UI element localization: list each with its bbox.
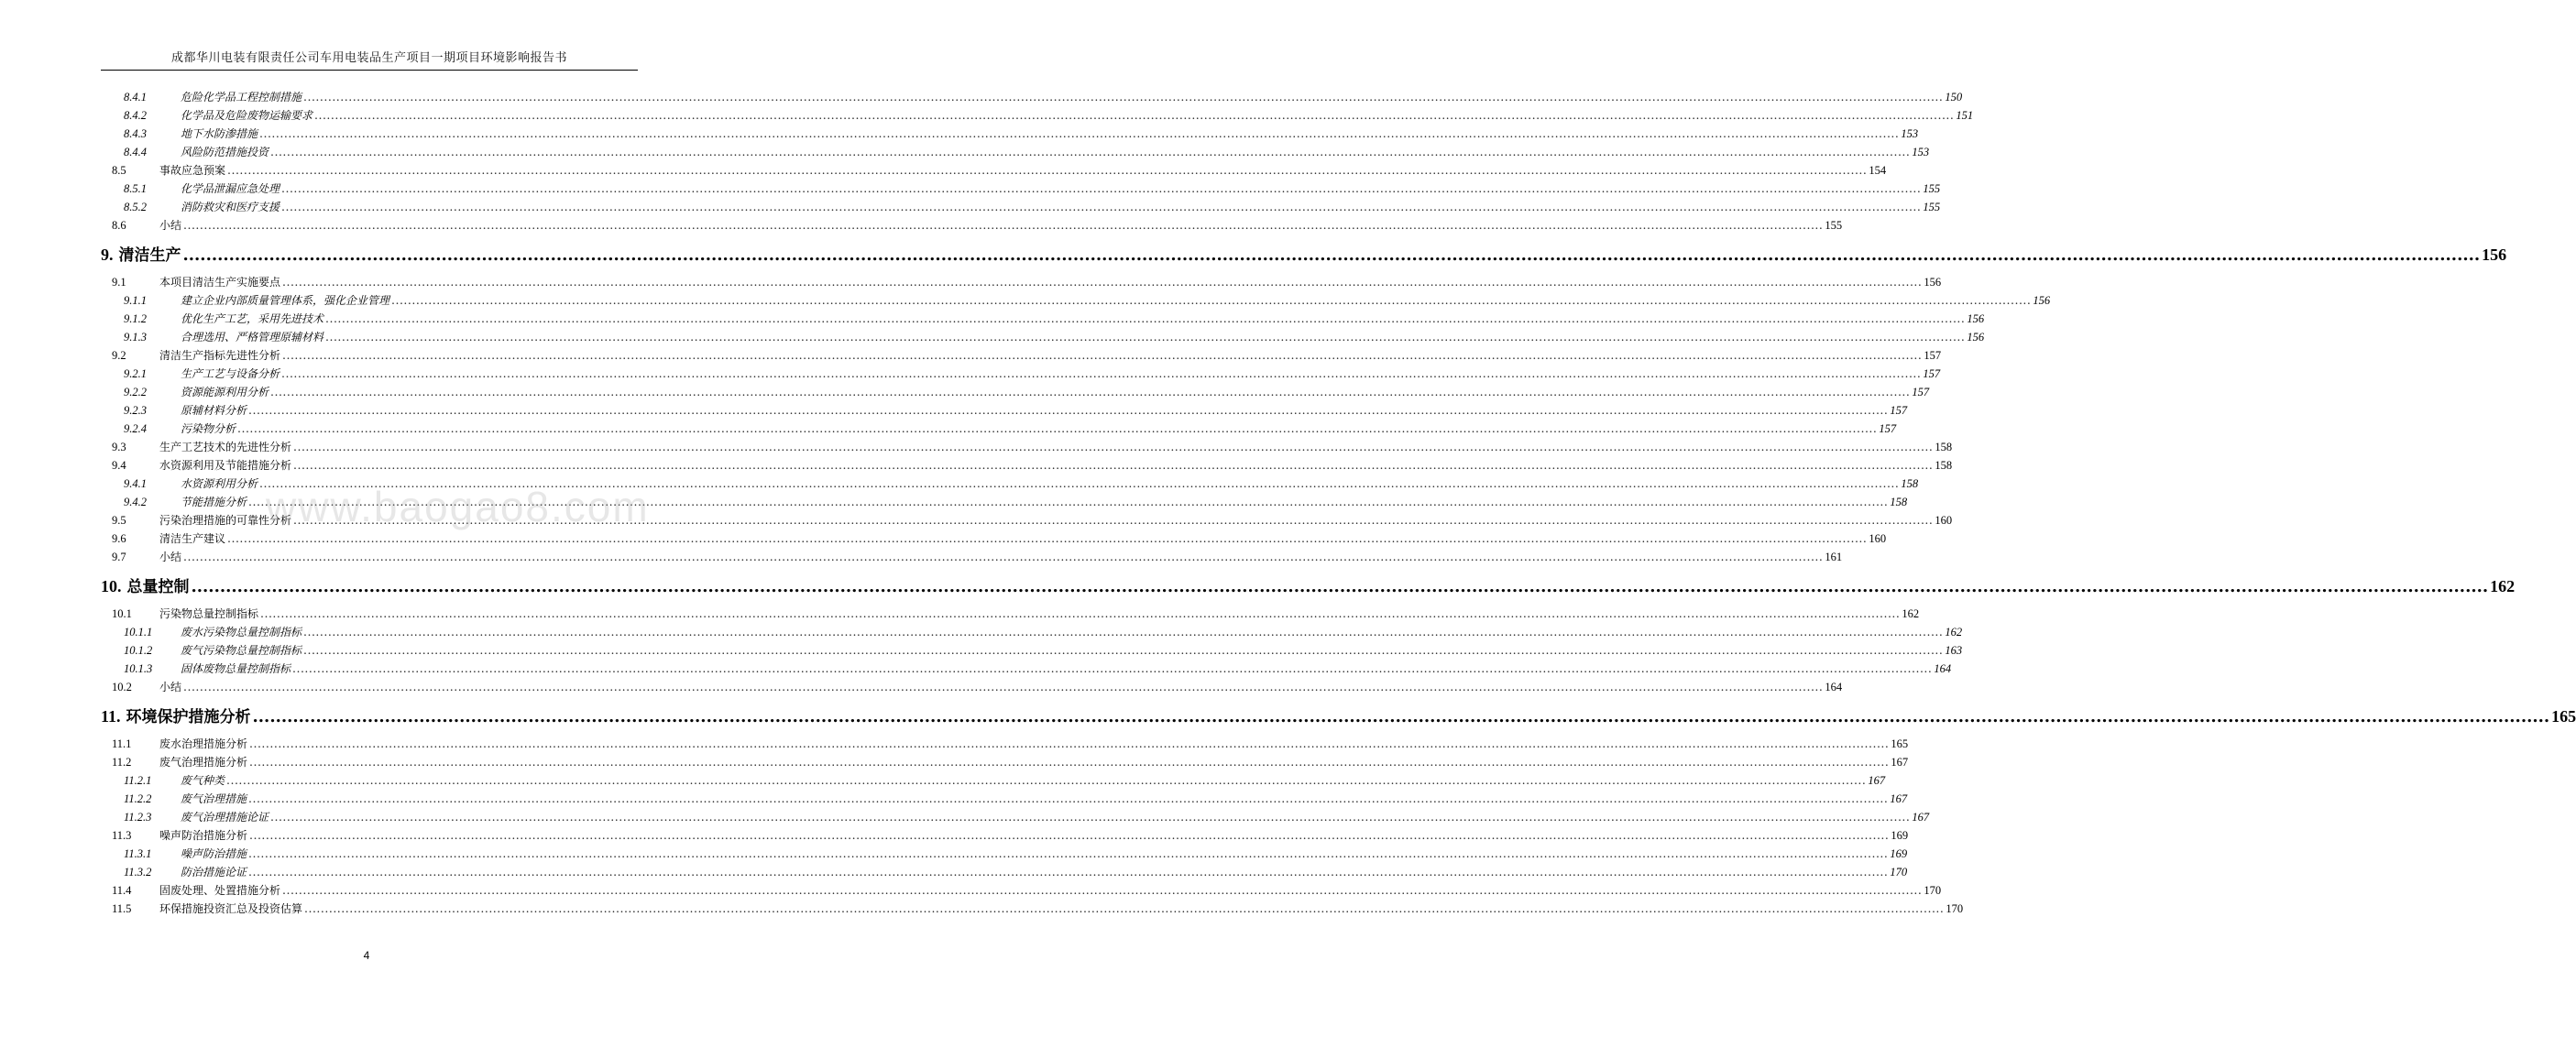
toc-entry-page: 150 — [1945, 91, 1963, 104]
toc-entry-title: 防治措施论证 — [181, 866, 247, 879]
toc-entry-title: 废水污染物总量控制指标 — [181, 626, 302, 639]
toc-entry-number: 9.1.3 — [124, 331, 147, 344]
toc-entry-number: 8.4.1 — [124, 91, 147, 104]
watermark: www.baogao8.com — [266, 483, 650, 530]
toc-entry-number: 8.4.2 — [124, 109, 147, 122]
toc-dot-leader: ................................................................................................................................................................................................................................................................................................................................................................................................................ — [303, 625, 1944, 639]
toc-entry-row[interactable] — [101, 420, 1897, 438]
toc-entry-page: 156 — [1967, 312, 1985, 325]
toc-dot-leader: ................................................................................................................................................................................................................................................................................................................................................................................................................ — [281, 366, 1922, 380]
toc-entry-page: 170 — [1890, 866, 1908, 879]
toc-dot-leader: ................................................................................................................................................................................................................................................................................................................................................................................................................ — [259, 126, 1900, 140]
toc-chapter-row[interactable] — [101, 568, 2516, 605]
toc-entry-title: 环境保护措施分析 — [126, 708, 251, 726]
toc-entry-title: 生产工艺与设备分析 — [181, 367, 280, 380]
toc-entry-row[interactable] — [101, 511, 1953, 529]
toc-entry-page: 160 — [1869, 532, 1887, 545]
toc-entry-page: 163 — [1945, 644, 1963, 657]
toc-entry-title: 风险防范措施投资 — [181, 146, 269, 158]
toc-dot-leader: ................................................................................................................................................................................................................................................................................................................................................................................................................ — [183, 680, 1824, 693]
toc-entry-page: 154 — [1869, 164, 1887, 177]
toc-entry-number: 9.4.1 — [124, 477, 147, 490]
toc-entry-number: 9.2.4 — [124, 422, 147, 435]
toc-entry-title: 小结 — [159, 681, 182, 693]
toc-entry-title: 清洁生产 — [118, 246, 181, 265]
toc-entry-number: 8.4.4 — [124, 146, 147, 158]
toc-entry-page: 156 — [1967, 331, 1985, 344]
toc-entry-number: 11.3.2 — [124, 866, 152, 879]
toc-entry-row[interactable] — [101, 735, 1909, 753]
toc-entry-number: 9.1.1 — [124, 294, 147, 307]
toc-dot-leader: ................................................................................................................................................................................................................................................................................................................................................................................................................ — [281, 200, 1922, 213]
toc-dot-leader: ................................................................................................................................................................................................................................................................................................................................................................................................................ — [182, 246, 2481, 265]
toc-entry-number: 8.5.1 — [124, 182, 147, 195]
toc-entry-title: 废气种类 — [181, 774, 225, 787]
toc-entry-page: 164 — [1934, 662, 1952, 675]
toc-entry-page: 160 — [1935, 514, 1953, 527]
toc-entry-row[interactable] — [101, 808, 1930, 826]
toc-entry-number: 10. — [101, 577, 122, 595]
toc-entry-page: 155 — [1923, 201, 1941, 213]
toc-dot-leader: ................................................................................................................................................................................................................................................................................................................................................................................................................ — [252, 707, 2550, 726]
toc-entry-title: 固废处理、处置措施分析 — [159, 884, 281, 897]
toc-entry-title: 建立企业内部质量管理体系，强化企业管理 — [181, 294, 390, 307]
page-number: 4 — [363, 949, 370, 962]
toc-dot-leader: ................................................................................................................................................................................................................................................................................................................................................................................................................ — [237, 421, 1878, 435]
toc-entry-title: 危险化学品工程控制措施 — [181, 91, 302, 104]
toc-entry-number: 10.1 — [112, 607, 132, 620]
toc-dot-leader: ................................................................................................................................................................................................................................................................................................................................................................................................................ — [248, 846, 1889, 860]
toc-entry-row[interactable] — [101, 605, 1920, 623]
toc-entry-page: 162 — [2490, 577, 2516, 595]
table-of-contents — [101, 88, 2576, 918]
toc-entry-page: 167 — [1868, 774, 1886, 787]
toc-entry-number: 9.1 — [112, 276, 126, 289]
toc-entry-number: 8.6 — [112, 219, 126, 232]
toc-entry-title: 节能措施分析 — [181, 496, 247, 508]
toc-entry-page: 170 — [1924, 884, 1942, 897]
toc-entry-number: 11.4 — [112, 884, 132, 897]
toc-entry-row[interactable] — [101, 660, 1952, 678]
toc-entry-row[interactable] — [101, 845, 1908, 863]
toc-entry-page: 157 — [1879, 422, 1897, 435]
toc-entry-row[interactable] — [101, 826, 1909, 845]
toc-entry-number: 11. — [101, 707, 121, 726]
toc-entry-row[interactable] — [101, 143, 1930, 161]
toc-entry-page: 158 — [1890, 496, 1908, 508]
toc-dot-leader: ................................................................................................................................................................................................................................................................................................................................................................................................................ — [292, 661, 1933, 675]
toc-dot-leader: ................................................................................................................................................................................................................................................................................................................................................................................................................ — [304, 901, 1945, 915]
toc-entry-row[interactable] — [101, 328, 1985, 346]
toc-entry-page: 153 — [1901, 127, 1919, 140]
toc-entry-title: 废气治理措施分析 — [159, 756, 248, 769]
toc-dot-leader: ................................................................................................................................................................................................................................................................................................................................................................................................................ — [226, 773, 1867, 787]
toc-entry-row[interactable] — [101, 863, 1908, 881]
toc-entry-row[interactable] — [101, 106, 1974, 125]
toc-entry-page: 157 — [1924, 349, 1942, 362]
toc-entry-page: 156 — [2482, 246, 2507, 264]
toc-entry-title: 消防救灾和医疗支援 — [181, 201, 280, 213]
toc-dot-leader: ................................................................................................................................................................................................................................................................................................................................................................................................................ — [249, 737, 1890, 750]
toc-dot-leader: ................................................................................................................................................................................................................................................................................................................................................................................................................ — [259, 476, 1900, 490]
toc-entry-number: 8.4.3 — [124, 127, 147, 140]
toc-entry-title: 原辅材料分析 — [181, 404, 247, 417]
header-rule — [101, 70, 638, 71]
toc-entry-number: 9.2 — [112, 349, 126, 362]
toc-entry-page: 153 — [1912, 146, 1930, 158]
toc-entry-number: 9.2.1 — [124, 367, 147, 380]
toc-entry-row[interactable] — [101, 125, 1919, 143]
toc-dot-leader: ................................................................................................................................................................................................................................................................................................................................................................................................................ — [325, 311, 1966, 325]
toc-entry-page: 162 — [1945, 626, 1963, 639]
toc-entry-title: 优化生产工艺，采用先进技术 — [181, 312, 324, 325]
toc-entry-page: 165 — [1891, 737, 1909, 750]
toc-dot-leader: ................................................................................................................................................................................................................................................................................................................................................................................................................ — [183, 218, 1824, 232]
toc-entry-title: 污染物分析 — [181, 422, 236, 435]
toc-entry-number: 10.1.3 — [124, 662, 153, 675]
toc-entry-number: 9.7 — [112, 551, 126, 563]
toc-entry-row[interactable] — [101, 346, 1942, 365]
toc-dot-leader: ................................................................................................................................................................................................................................................................................................................................................................................................................ — [282, 348, 1923, 362]
toc-entry-title: 固体废物总量控制指标 — [181, 662, 291, 675]
toc-entry-title: 合理选用、严格管理原辅材料 — [181, 331, 324, 344]
toc-entry-number: 11.5 — [112, 902, 132, 915]
toc-entry-row[interactable] — [101, 771, 1886, 790]
toc-entry-title: 废气治理措施论证 — [181, 811, 269, 824]
toc-dot-leader: ................................................................................................................................................................................................................................................................................................................................................................................................................ — [293, 513, 1934, 527]
toc-entry-page: 167 — [1891, 756, 1909, 769]
toc-entry-page: 157 — [1912, 386, 1930, 398]
toc-entry-title: 事故应急预案 — [159, 164, 226, 177]
toc-entry-row[interactable] — [101, 900, 1964, 918]
toc-entry-row[interactable] — [101, 310, 1985, 328]
toc-entry-title: 生产工艺技术的先进性分析 — [159, 441, 292, 453]
toc-dot-leader: ................................................................................................................................................................................................................................................................................................................................................................................................................ — [270, 810, 1911, 824]
toc-entry-number: 11.2.1 — [124, 774, 152, 787]
toc-entry-number: 11.2.2 — [124, 792, 152, 805]
toc-entry-number: 9.2.2 — [124, 386, 147, 398]
toc-dot-leader: ................................................................................................................................................................................................................................................................................................................................................................................................................ — [227, 163, 1868, 177]
toc-entry-number: 8.5.2 — [124, 201, 147, 213]
toc-dot-leader: ................................................................................................................................................................................................................................................................................................................................................................................................................ — [248, 865, 1889, 879]
toc-dot-leader: ................................................................................................................................................................................................................................................................................................................................................................................................................ — [249, 755, 1890, 769]
toc-entry-row[interactable] — [101, 548, 1843, 566]
toc-entry-title: 化学品及危险废物运输要求 — [181, 109, 313, 122]
toc-dot-leader: ................................................................................................................................................................................................................................................................................................................................................................................................................ — [270, 385, 1911, 398]
toc-entry-row[interactable] — [101, 753, 1909, 771]
toc-entry-number: 11.3 — [112, 829, 132, 842]
toc-entry-row[interactable] — [101, 273, 1942, 291]
toc-entry-row[interactable] — [101, 456, 1953, 475]
toc-entry-title: 清洁生产指标先进性分析 — [159, 349, 281, 362]
toc-dot-leader: ................................................................................................................................................................................................................................................................................................................................................................................................................ — [227, 531, 1868, 545]
toc-entry-row[interactable] — [101, 161, 1887, 180]
toc-entry-page: 156 — [1924, 276, 1942, 289]
toc-dot-leader: ................................................................................................................................................................................................................................................................................................................................................................................................................ — [303, 90, 1944, 104]
toc-entry-row[interactable] — [101, 623, 1963, 641]
toc-dot-leader: ................................................................................................................................................................................................................................................................................................................................................................................................................ — [325, 330, 1966, 344]
toc-entry-page: 169 — [1890, 847, 1908, 860]
toc-entry-row[interactable] — [101, 881, 1942, 900]
toc-entry-row[interactable] — [101, 641, 1963, 660]
toc-entry-title: 环保措施投资汇总及投资估算 — [159, 902, 303, 915]
toc-entry-title: 小结 — [159, 219, 182, 232]
toc-dot-leader: ................................................................................................................................................................................................................................................................................................................................................................................................................ — [270, 145, 1911, 158]
toc-entry-row[interactable] — [101, 790, 1908, 808]
toc-dot-leader: ................................................................................................................................................................................................................................................................................................................................................................................................................ — [282, 883, 1923, 897]
toc-entry-page: 158 — [1901, 477, 1919, 490]
toc-entry-row[interactable] — [101, 88, 1963, 106]
toc-entry-title: 废气治理措施 — [181, 792, 247, 805]
toc-entry-row[interactable] — [101, 180, 1941, 198]
toc-entry-number: 9.2.3 — [124, 404, 147, 417]
toc-entry-row[interactable] — [101, 291, 2051, 310]
toc-entry-title: 噪声防治措施 — [181, 847, 247, 860]
toc-entry-page: 165 — [2551, 707, 2576, 726]
toc-entry-title: 废气污染物总量控制指标 — [181, 644, 302, 657]
toc-dot-leader: ................................................................................................................................................................................................................................................................................................................................................................................................................ — [314, 108, 1955, 122]
toc-dot-leader: ................................................................................................................................................................................................................................................................................................................................................................................................................ — [260, 606, 1901, 620]
toc-entry-title: 污染物总量控制指标 — [159, 607, 259, 620]
toc-entry-number: 9.5 — [112, 514, 126, 527]
toc-chapter-row[interactable] — [101, 698, 2576, 735]
toc-dot-leader: ................................................................................................................................................................................................................................................................................................................................................................................................................ — [248, 495, 1889, 508]
toc-entry-page: 157 — [1890, 404, 1908, 417]
toc-entry-number: 9.6 — [112, 532, 126, 545]
toc-entry-page: 155 — [1825, 219, 1843, 232]
toc-entry-title: 本项目清洁生产实施要点 — [159, 276, 281, 289]
page-header: 成都华川电装有限责任公司车用电装品生产项目一期项目环境影响报告书 — [170, 51, 567, 65]
toc-entry-number: 11.2.3 — [124, 811, 152, 824]
toc-entry-number: 11.1 — [112, 737, 132, 750]
toc-chapter-row[interactable] — [101, 236, 2507, 273]
toc-entry-number: 9. — [101, 246, 114, 264]
toc-entry-title: 清洁生产建议 — [159, 532, 226, 545]
toc-entry-page: 155 — [1923, 182, 1941, 195]
toc-entry-title: 噪声防治措施分析 — [159, 829, 248, 842]
toc-dot-leader: ................................................................................................................................................................................................................................................................................................................................................................................................................ — [249, 828, 1890, 842]
toc-entry-page: 157 — [1923, 367, 1941, 380]
toc-entry-row[interactable] — [101, 383, 1930, 401]
toc-entry-title: 水资源利用及节能措施分析 — [159, 459, 292, 472]
toc-entry-page: 158 — [1935, 441, 1953, 453]
toc-dot-leader: ................................................................................................................................................................................................................................................................................................................................................................................................................ — [183, 550, 1824, 563]
toc-dot-leader: ................................................................................................................................................................................................................................................................................................................................................................................................................ — [248, 791, 1889, 805]
toc-entry-number: 9.4 — [112, 459, 126, 472]
toc-entry-number: 9.4.2 — [124, 496, 147, 508]
toc-dot-leader: ................................................................................................................................................................................................................................................................................................................................................................................................................ — [282, 275, 1923, 289]
toc-entry-page: 169 — [1891, 829, 1909, 842]
toc-entry-number: 10.1.1 — [124, 626, 153, 639]
toc-entry-number: 8.5 — [112, 164, 126, 177]
toc-entry-page: 151 — [1956, 109, 1974, 122]
toc-entry-number: 9.1.2 — [124, 312, 147, 325]
toc-entry-page: 170 — [1946, 902, 1964, 915]
toc-entry-number: 11.3.1 — [124, 847, 152, 860]
toc-entry-title: 废水治理措施分析 — [159, 737, 248, 750]
toc-dot-leader: ................................................................................................................................................................................................................................................................................................................................................................................................................ — [293, 458, 1934, 472]
toc-entry-row[interactable] — [101, 678, 1843, 696]
toc-dot-leader: ................................................................................................................................................................................................................................................................................................................................................................................................................ — [281, 181, 1922, 195]
toc-entry-title: 污染治理措施的可靠性分析 — [159, 514, 292, 527]
toc-entry-number: 10.1.2 — [124, 644, 153, 657]
toc-entry-page: 156 — [2033, 294, 2051, 307]
toc-dot-leader: ................................................................................................................................................................................................................................................................................................................................................................................................................ — [303, 643, 1944, 657]
toc-entry-title: 水资源利用分析 — [181, 477, 258, 490]
toc-dot-leader: ................................................................................................................................................................................................................................................................................................................................................................................................................ — [391, 293, 2032, 307]
toc-entry-number: 11.2 — [112, 756, 132, 769]
toc-dot-leader: ................................................................................................................................................................................................................................................................................................................................................................................................................ — [191, 577, 2489, 596]
toc-entry-row[interactable] — [101, 493, 1908, 511]
toc-entry-page: 162 — [1902, 607, 1920, 620]
toc-entry-row[interactable] — [101, 475, 1919, 493]
toc-entry-row[interactable] — [101, 529, 1887, 548]
toc-entry-row[interactable] — [101, 438, 1953, 456]
toc-entry-page: 167 — [1912, 811, 1930, 824]
toc-entry-page: 161 — [1825, 551, 1843, 563]
toc-entry-row[interactable] — [101, 401, 1908, 420]
toc-entry-title: 化学品泄漏应急处理 — [181, 182, 280, 195]
toc-entry-title: 总量控制 — [126, 578, 190, 596]
toc-dot-leader: ................................................................................................................................................................................................................................................................................................................................................................................................................ — [293, 440, 1934, 453]
toc-entry-row[interactable] — [101, 216, 1843, 235]
toc-entry-title: 小结 — [159, 551, 182, 563]
toc-entry-title: 地下水防渗措施 — [181, 127, 258, 140]
toc-entry-page: 158 — [1935, 459, 1953, 472]
toc-entry-page: 164 — [1825, 681, 1843, 693]
toc-dot-leader: ................................................................................................................................................................................................................................................................................................................................................................................................................ — [248, 403, 1889, 417]
toc-entry-number: 10.2 — [112, 681, 132, 693]
toc-entry-page: 167 — [1890, 792, 1908, 805]
toc-entry-row[interactable] — [101, 365, 1941, 383]
toc-entry-number: 9.3 — [112, 441, 126, 453]
toc-entry-title: 资源能源利用分析 — [181, 386, 269, 398]
toc-entry-row[interactable] — [101, 198, 1941, 216]
